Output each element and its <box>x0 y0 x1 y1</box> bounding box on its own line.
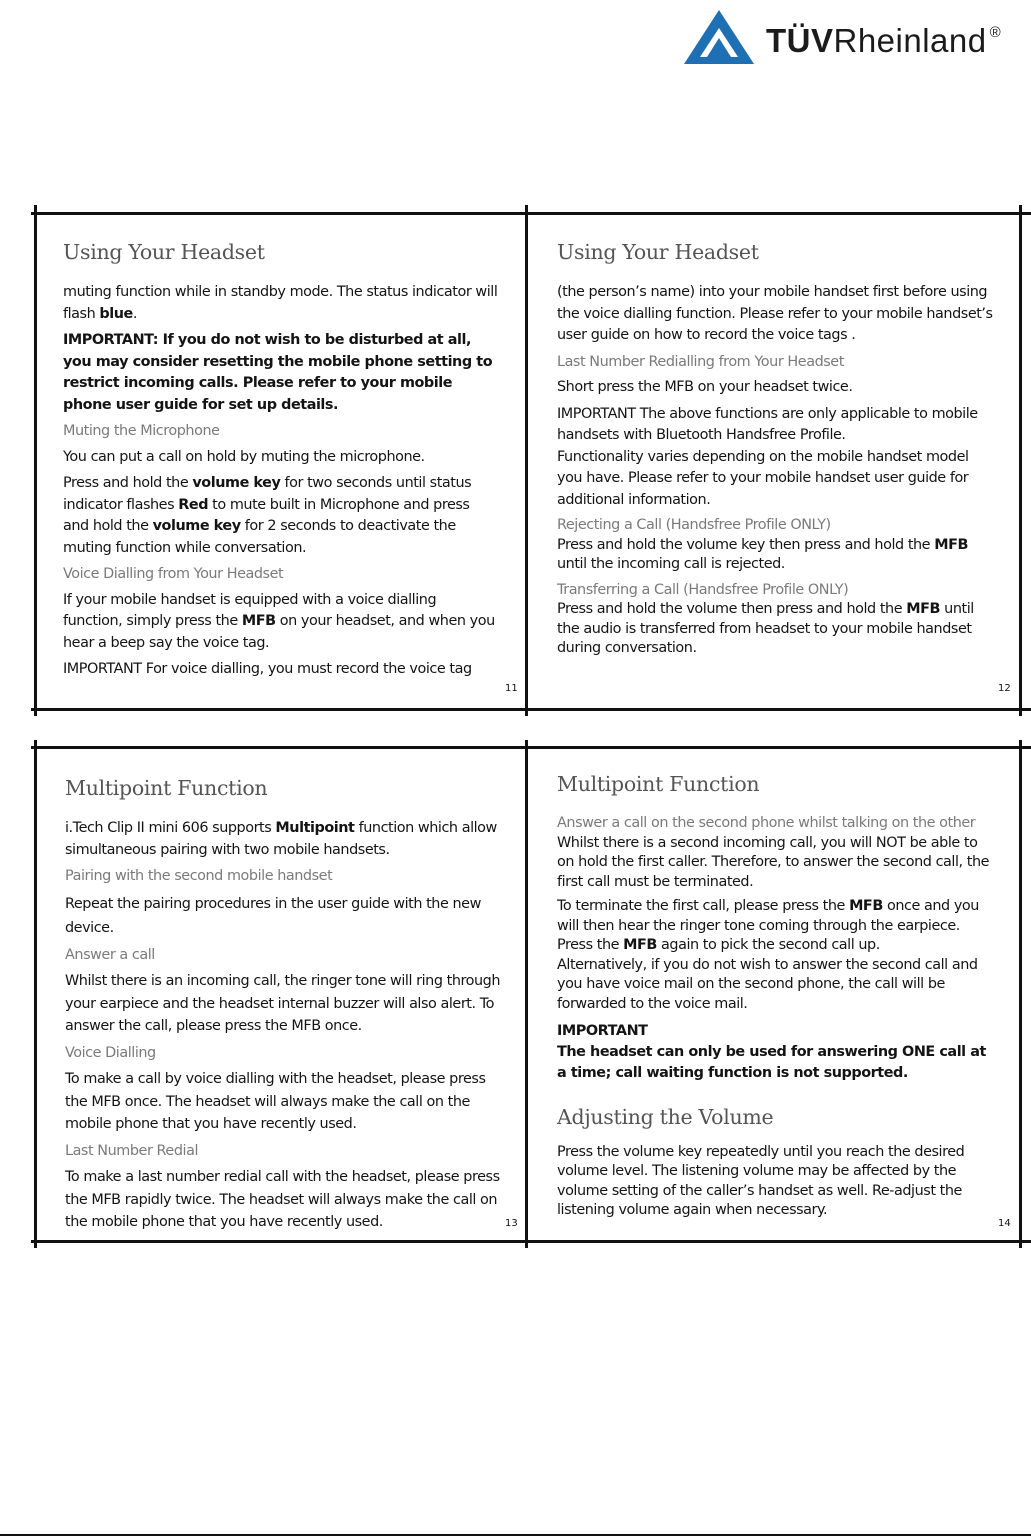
spread1-bottom-rule <box>31 708 1031 711</box>
subheading: Voice Dialling from Your Headset <box>63 566 284 582</box>
subheading: Last Number Redial <box>65 1142 198 1159</box>
spread1-right-rule <box>1019 205 1022 716</box>
spread2-right-rule <box>1019 740 1022 1248</box>
paragraph: (the person’s name) into your mobile handset first before using the voice dialling function. Please refer to your mobile handset’s user guide on how to record the voice tags . <box>557 284 993 343</box>
paragraph: To terminate the first call, please press the MFB once and you will then hear the ringer tone coming through the earpiece. Press the MFB again to pick the second call up. <box>557 898 979 953</box>
subheading: Rejecting a Call (Handsfree Profile ONLY) <box>557 517 831 533</box>
paragraph: Functionality varies depending on the mobile handset model you have. Please refer to your mobile handset user guide for additional information. <box>557 448 969 508</box>
page-heading: Multipoint Function <box>65 776 268 800</box>
page-13 <box>65 776 505 1239</box>
page-12 <box>557 240 993 659</box>
important-label: IMPORTANT <box>557 1023 648 1039</box>
page-number: 12 <box>998 683 1011 694</box>
logo-brand-bold: TÜV <box>766 22 834 59</box>
paragraph: muting function while in standby mode. The status indicator will flash blue. <box>63 284 498 322</box>
paragraph: Short press the MFB on your headset twice. <box>557 379 853 395</box>
page-14 <box>557 772 997 1221</box>
paragraph: To make a call by voice dialling with the headset, please press the MFB once. The headset will always make the call on the mobile phone that you have recently used. <box>65 1071 486 1132</box>
paragraph: You can put a call on hold by muting the microphone. <box>63 448 425 465</box>
subheading: Answer a call <box>65 946 155 963</box>
subheading: Last Number Redialling from Your Headset <box>557 353 844 370</box>
subheading: Transferring a Call (Handsfree Profile ONLY) <box>557 581 849 598</box>
page-number: 11 <box>505 683 518 694</box>
subheading: Answer a call on the second phone whilst talking on the other <box>557 815 976 831</box>
page-number: 13 <box>505 1218 518 1229</box>
page-heading: Multipoint Function <box>557 772 760 796</box>
paragraph: IMPORTANT The above functions are only applicable to mobile handsets with Bluetooth Handsfree Profile. <box>557 405 978 443</box>
paragraph: i.Tech Clip II mini 606 supports Multipoint function which allow simultaneous pairing with two mobile handsets. <box>65 820 497 858</box>
spread1-top-rule <box>31 212 1031 215</box>
page-11 <box>63 240 499 686</box>
spread2-top-rule <box>31 746 1031 749</box>
spread1-center-rule <box>525 205 528 716</box>
paragraph: Whilst there is a second incoming call, you will NOT be able to on hold the first caller. Therefore, to answer the second call, the first call must be terminated. <box>557 834 990 890</box>
logo-brand-light: Rheinland <box>833 22 987 59</box>
paragraph: Press and hold the volume then press and hold the MFB until the audio is transferred from headset to your mobile handset during conversation. <box>557 601 974 656</box>
important-note: The headset can only be used for answering ONE call at a time; call waiting function is not supported. <box>557 1043 986 1081</box>
subheading: Pairing with the second mobile handset <box>65 868 333 884</box>
paragraph: Alternatively, if you do not wish to answer the second call and you have voice mail on the second phone, the call will be forwarded to the voice mail. <box>557 956 978 1012</box>
paragraph: Press the volume key repeatedly until you reach the desired volume level. The listening volume may be affected by the volume setting of the caller’s handset as well. Re-adjust the listening volume again when necessary. <box>557 1143 965 1218</box>
paragraph: Press and hold the volume key then press and hold the MFB until the incoming call is rejected. <box>557 536 968 572</box>
subheading: Muting the Microphone <box>63 423 220 439</box>
paragraph: To make a last number redial call with the headset, please press the MFB rapidly twice. The headset will always make the call on the mobile phone that you have recently used. <box>65 1169 500 1230</box>
spread2-left-rule <box>34 740 37 1248</box>
spread1-left-rule <box>34 205 37 716</box>
paragraph: Press and hold the volume key for two seconds until status indicator flashes Red to mute built in Microphone and press and hold the volume key for 2 seconds to deactivate the muting function while conversation. <box>63 475 472 556</box>
page-heading: Using Your Headset <box>557 240 759 264</box>
tuv-rheinland-logo <box>682 8 1022 68</box>
paragraph: If your mobile handset is equipped with a voice dialling function, simply press the MFB on your headset, and when you hear a beep say the voice tag. <box>63 591 495 651</box>
logo-registered-mark: ® <box>989 24 1002 41</box>
subheading: Voice Dialling <box>65 1044 156 1061</box>
tuv-triangle-icon <box>682 8 756 66</box>
spread2-bottom-rule <box>31 1240 1031 1243</box>
section-heading: Adjusting the Volume <box>557 1104 774 1129</box>
important-note: IMPORTANT: If you do not wish to be disturbed at all, you may consider resetting the mobile phone setting to restrict incoming calls. Please refer to your mobile phone user guide for set up details. <box>63 332 493 413</box>
page-heading: Using Your Headset <box>63 240 265 264</box>
page-number: 14 <box>998 1218 1011 1229</box>
page-bottom-edge <box>0 1534 1031 1536</box>
paragraph: Whilst there is an incoming call, the ringer tone will ring through your earpiece and the headset internal buzzer will also alert. To answer the call, please press the MFB once. <box>65 973 501 1034</box>
paragraph: IMPORTANT For voice dialling, you must record the voice tag <box>63 661 472 677</box>
logo-wordmark <box>766 22 1001 60</box>
paragraph: Repeat the pairing procedures in the user guide with the new device. <box>65 895 481 936</box>
spread2-center-rule <box>525 740 528 1248</box>
